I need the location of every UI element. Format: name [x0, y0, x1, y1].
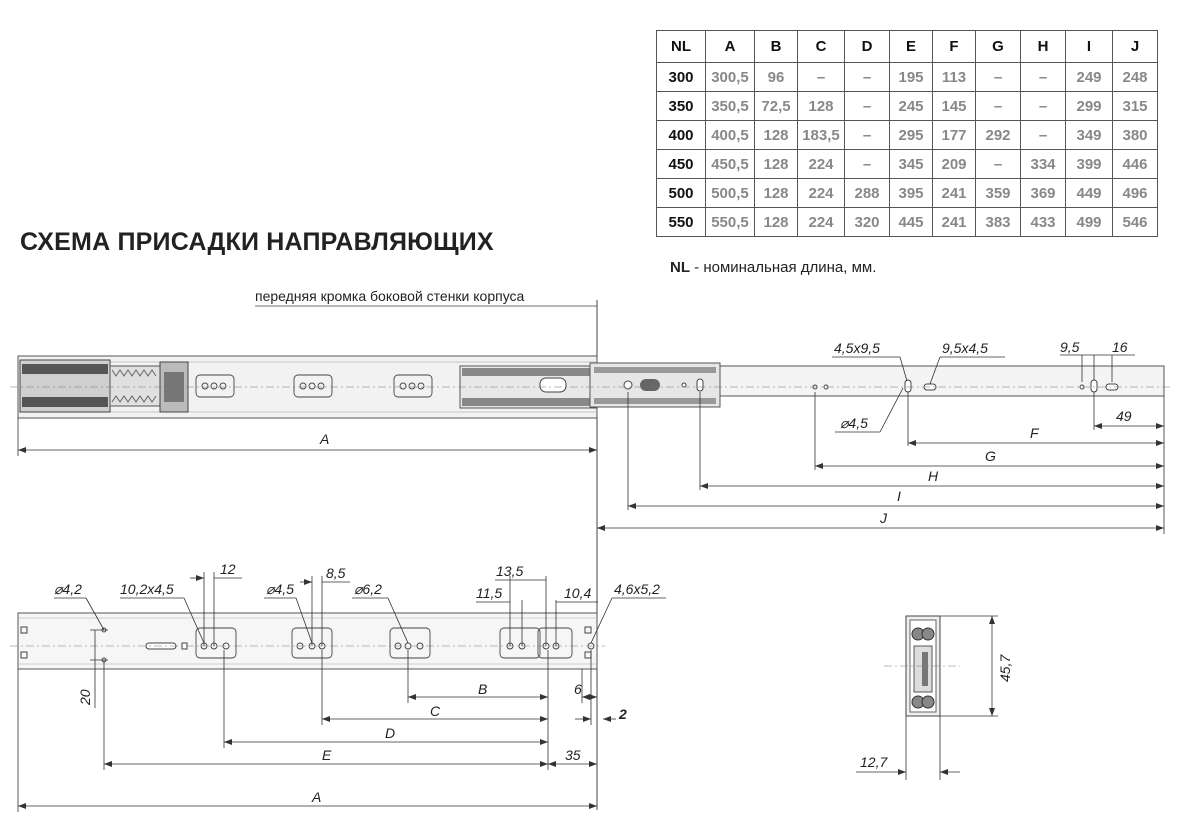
table-cell: 400 — [657, 121, 706, 150]
column-header-c: C — [798, 31, 845, 63]
table-cell: 128 — [755, 150, 798, 179]
dim-a-bottom: A — [312, 789, 322, 805]
table-cell: 195 — [890, 63, 933, 92]
table-cell: 241 — [933, 179, 976, 208]
column-header-g: G — [976, 31, 1021, 63]
dim-hole-4-6x5-2: 4,6x5,2 — [614, 581, 660, 597]
table-cell: 183,5 — [798, 121, 845, 150]
table-cell: – — [1021, 92, 1066, 121]
table-cell: 359 — [976, 179, 1021, 208]
table-cell: 72,5 — [755, 92, 798, 121]
dim-35: 35 — [565, 747, 581, 763]
table-cell: 209 — [933, 150, 976, 179]
column-header-e: E — [890, 31, 933, 63]
table-cell: – — [845, 63, 890, 92]
table-cell: 177 — [933, 121, 976, 150]
dim-h: H — [928, 468, 939, 484]
table-cell: – — [1021, 63, 1066, 92]
table-cell: 288 — [845, 179, 890, 208]
table-cell: 248 — [1113, 63, 1158, 92]
dim-hole-6-2: ⌀6,2 — [354, 581, 382, 597]
column-header-b: B — [755, 31, 798, 63]
top-slide-view — [10, 356, 1170, 418]
table-cell: – — [976, 63, 1021, 92]
table-cell: 546 — [1113, 208, 1158, 237]
dim-13-5: 13,5 — [496, 563, 524, 579]
table-cell: 96 — [755, 63, 798, 92]
page-title: СХЕМА ПРИСАДКИ НАПРАВЛЯЮЩИХ — [20, 228, 494, 256]
dim-e: E — [322, 747, 332, 763]
column-header-nl: NL — [657, 31, 706, 63]
dim-49: 49 — [1116, 408, 1132, 424]
table-cell: 128 — [755, 121, 798, 150]
table-cell: 383 — [976, 208, 1021, 237]
column-header-i: I — [1066, 31, 1113, 63]
dim-slot-4-5x9-5: 4,5x9,5 — [834, 340, 880, 356]
cross-section-view — [884, 616, 960, 716]
table-cell: 128 — [755, 208, 798, 237]
bottom-dimension-lines — [18, 572, 666, 812]
dim-45-7: 45,7 — [997, 654, 1013, 682]
table-cell: 395 — [890, 179, 933, 208]
dim-a-top: A — [320, 431, 330, 447]
table-cell: 399 — [1066, 150, 1113, 179]
table-cell: – — [845, 92, 890, 121]
table-cell: – — [798, 63, 845, 92]
table-cell: 445 — [890, 208, 933, 237]
dim-12-7: 12,7 — [860, 754, 888, 770]
dim-2: 2 — [619, 706, 627, 722]
table-cell: 113 — [933, 63, 976, 92]
table-cell: 334 — [1021, 150, 1066, 179]
table-cell: – — [845, 150, 890, 179]
dim-g: G — [985, 448, 996, 464]
dim-slot-10-2x4-5: 10,2x4,5 — [120, 581, 174, 597]
dim-b: B — [478, 681, 488, 697]
table-cell: 128 — [755, 179, 798, 208]
table-cell: 224 — [798, 179, 845, 208]
table-cell: 224 — [798, 150, 845, 179]
table-cell: 500 — [657, 179, 706, 208]
table-cell: 499 — [1066, 208, 1113, 237]
dim-11-5: 11,5 — [476, 585, 503, 601]
table-cell: 380 — [1113, 121, 1158, 150]
table-cell: – — [1021, 121, 1066, 150]
table-cell: 349 — [1066, 121, 1113, 150]
table-cell: – — [976, 92, 1021, 121]
dim-d: D — [385, 725, 396, 741]
dim-12: 12 — [220, 561, 236, 577]
dim-hole-4-2: ⌀4,2 — [54, 581, 82, 597]
table-cell: 369 — [1021, 179, 1066, 208]
table-cell: 446 — [1113, 150, 1158, 179]
table-cell: 433 — [1021, 208, 1066, 237]
dim-hole-4-5: ⌀4,5 — [266, 581, 294, 597]
table-cell: 350 — [657, 92, 706, 121]
dim-10-4: 10,4 — [564, 585, 592, 601]
table-cell: 292 — [976, 121, 1021, 150]
front-edge-label: передняя кромка боковой стенки корпуса — [255, 288, 525, 304]
table-cell: 295 — [890, 121, 933, 150]
table-cell: 449 — [1066, 179, 1113, 208]
table-cell: 550,5 — [706, 208, 755, 237]
table-cell: 500,5 — [706, 179, 755, 208]
column-header-j: J — [1113, 31, 1158, 63]
dim-c: C — [430, 703, 441, 719]
table-cell: 315 — [1113, 92, 1158, 121]
nl-note-key: NL — [670, 259, 690, 276]
table-cell: 350,5 — [706, 92, 755, 121]
table-cell: 249 — [1066, 63, 1113, 92]
dim-hole-4-5: ⌀4,5 — [840, 415, 868, 431]
table-cell: 245 — [890, 92, 933, 121]
dim-f: F — [1030, 425, 1039, 441]
table-cell: 320 — [845, 208, 890, 237]
table-cell: 300 — [657, 63, 706, 92]
dim-8-5: 8,5 — [326, 565, 346, 581]
table-cell: 400,5 — [706, 121, 755, 150]
table-cell: 128 — [798, 92, 845, 121]
table-cell: 345 — [890, 150, 933, 179]
column-header-h: H — [1021, 31, 1066, 63]
table-cell: 241 — [933, 208, 976, 237]
table-cell: 299 — [1066, 92, 1113, 121]
table-cell: 145 — [933, 92, 976, 121]
table-cell: 496 — [1113, 179, 1158, 208]
table-cell: 450 — [657, 150, 706, 179]
dim-j: J — [880, 510, 887, 526]
table-cell: 550 — [657, 208, 706, 237]
table-cell: – — [976, 150, 1021, 179]
column-header-a: A — [706, 31, 755, 63]
table-cell: 300,5 — [706, 63, 755, 92]
table-cell: 450,5 — [706, 150, 755, 179]
dim-9-5: 9,5 — [1060, 339, 1080, 355]
dim-16: 16 — [1112, 339, 1128, 355]
nl-note-text: - номинальная длина, мм. — [690, 259, 877, 276]
dim-20: 20 — [77, 689, 93, 705]
dim-i: I — [897, 488, 901, 504]
table-cell: – — [845, 121, 890, 150]
column-header-f: F — [933, 31, 976, 63]
column-header-d: D — [845, 31, 890, 63]
dim-slot-9-5x4-5: 9,5x4,5 — [942, 340, 988, 356]
table-cell: 224 — [798, 208, 845, 237]
dim-6: 6 — [574, 681, 582, 697]
